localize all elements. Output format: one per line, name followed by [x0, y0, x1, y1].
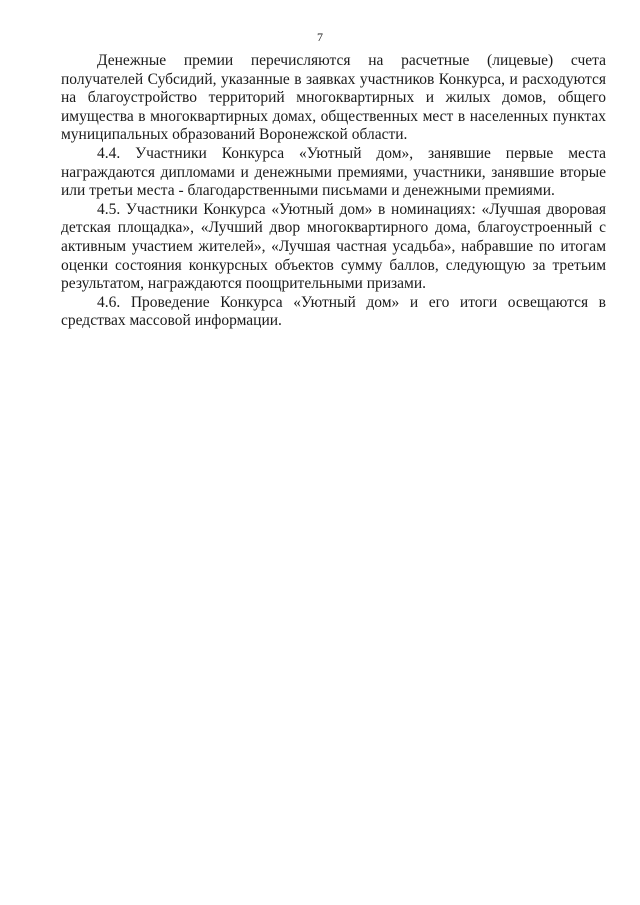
paragraph-prizes-transfer: Денежные премии перечисляются на расчетные (лицевые) счета получателей Субсидий, указанные в заявках участников Конкурса, и расходуются на благоустройство территорий многоквартирных и жилых домов, общего имущества в многоквартирных домах, общественных мест в населенных пунктах муниципальных образований Воронежской области. [61, 52, 606, 144]
document-body [61, 52, 606, 331]
paragraph-4-4-awards: 4.4. Участники Конкурса «Уютный дом», занявшие первые места награждаются дипломами и денежными премиями, участники, занявшие вторые или третьи места - благодарственными письмами и денежными премиями. [61, 144, 606, 200]
page-number: 7 [317, 30, 323, 44]
paragraph-4-5-nominations: 4.5. Участники Конкурса «Уютный дом» в номинациях: «Лучшая дворовая детская площадка», «Лучший двор многоквартирного дома, благоустроенный с активным участием жителей», «Лучшая частная усадьба», набравшие по итогам оценки состояния конкурсных объектов сумму баллов, следующую за третьим результатом, награждаются поощрительными призами. [61, 200, 606, 293]
paragraph-4-6-media: 4.6. Проведение Конкурса «Уютный дом» и его итоги освещаются в средствах массовой информации. [61, 293, 606, 330]
